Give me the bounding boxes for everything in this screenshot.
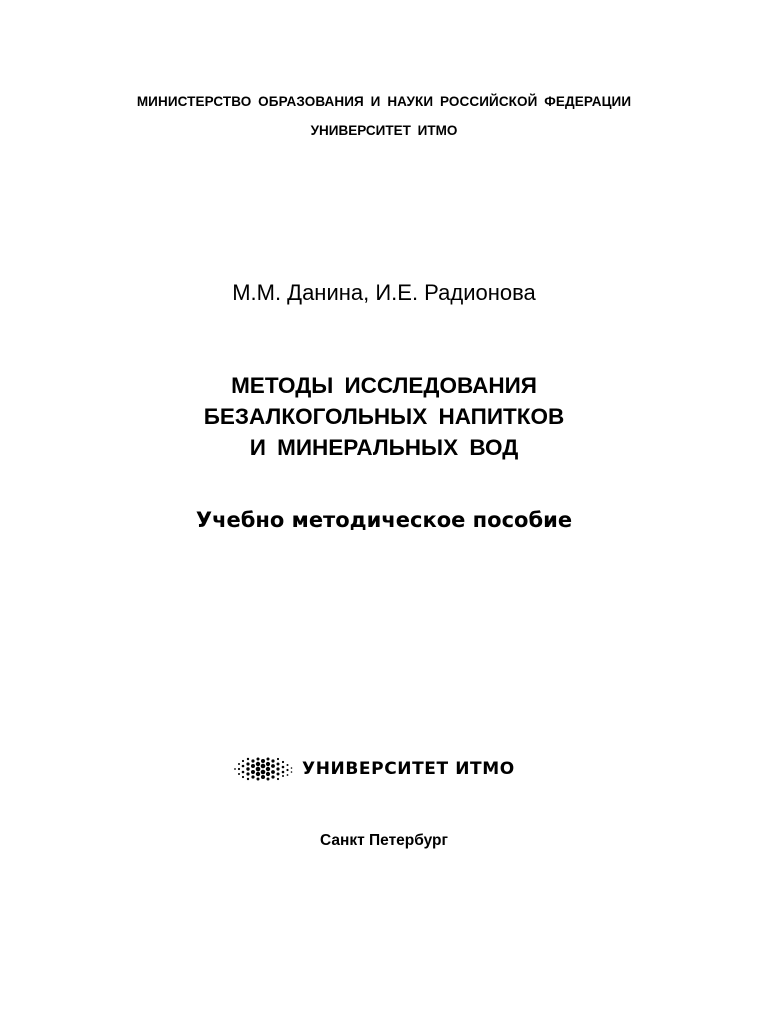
ministry-heading: МИНИСТЕРСТВО ОБРАЗОВАНИЯ И НАУКИ РОССИЙСКОЙ ФЕДЕРАЦИИ [136, 94, 632, 109]
authors: М.М. Данина, И.Е. Радионова [232, 280, 536, 305]
university-heading: УНИВЕРСИТЕТ ИТМО [310, 123, 458, 138]
document-title [0, 370, 768, 463]
itmo-dots-logo-icon [232, 752, 294, 786]
document-subtitle: Учебно методическое пособие [195, 508, 573, 532]
itmo-logo-text: УНИВЕРСИТЕТ ИТМО [302, 759, 515, 779]
title-line-2: БЕЗАЛКОГОЛЬНЫХ НАПИТКОВ [203, 404, 565, 429]
city: Санкт Петербург [320, 832, 448, 849]
itmo-logo [232, 752, 515, 786]
title-line-3: И МИНЕРАЛЬНЫХ ВОД [249, 435, 519, 460]
title-line-1: МЕТОДЫ ИССЛЕДОВАНИЯ [231, 373, 537, 398]
